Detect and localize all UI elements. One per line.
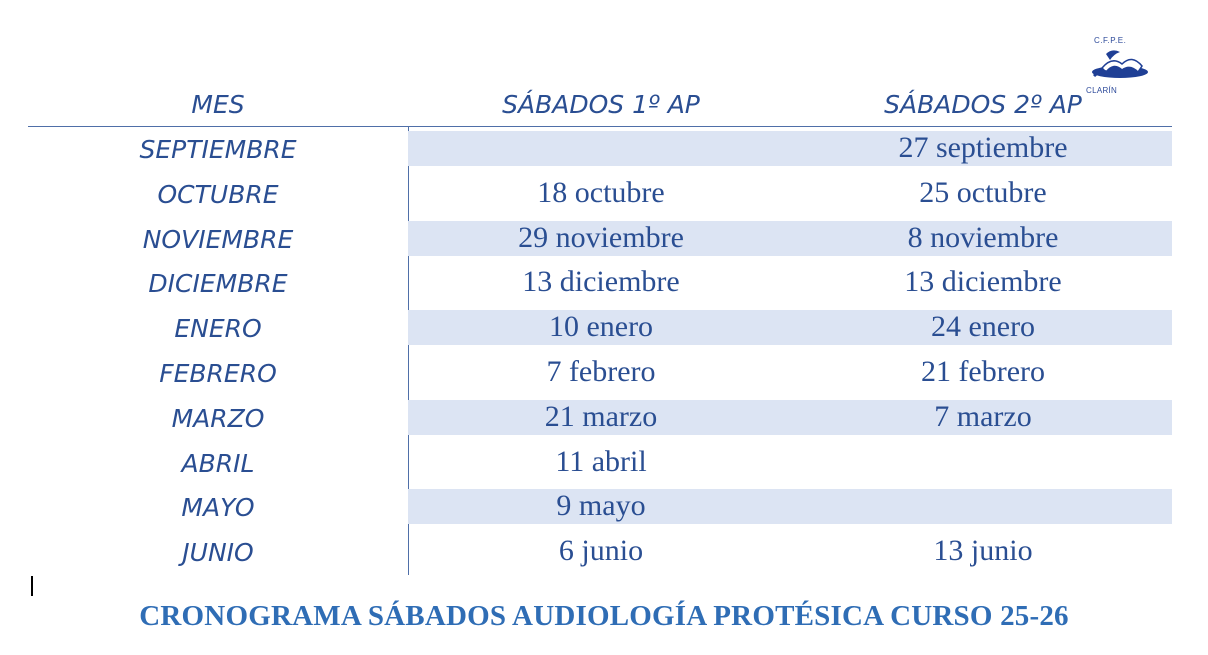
ap2-date-cell: 7 marzo — [934, 399, 1032, 433]
ap2-date-cell: 13 junio — [933, 534, 1033, 568]
table-row — [28, 530, 1172, 575]
text-cursor — [31, 576, 33, 596]
table-row — [28, 351, 1172, 396]
month-cell: MARZO — [171, 403, 265, 433]
month-cell: FEBRERO — [159, 358, 277, 388]
ap1-date-cell: 29 noviembre — [518, 220, 684, 254]
ap1-date-cell: 6 junio — [558, 534, 644, 568]
month-cell: JUNIO — [182, 538, 254, 568]
month-cell: SEPTIEMBRE — [139, 135, 297, 164]
ap2-date-cell: 25 octubre — [919, 175, 1047, 209]
ap2-date-cell: 8 noviembre — [907, 220, 1059, 254]
logo-bottom-text: CLARÍN — [1086, 86, 1118, 95]
month-cell: OCTUBRE — [157, 179, 279, 209]
ap2-date-cell: 27 septiembre — [898, 131, 1068, 164]
month-cell: ABRIL — [181, 448, 255, 478]
ap1-date-cell: 21 marzo — [544, 399, 658, 433]
table-row — [28, 306, 1172, 351]
document-caption: CRONOGRAMA SÁBADOS AUDIOLOGÍA PROTÉSICA CURSO 25-26 — [139, 600, 1069, 632]
table-row — [28, 485, 1172, 530]
ap2-date-cell: 21 febrero — [920, 354, 1046, 388]
ap1-date-cell: 9 mayo — [556, 489, 646, 523]
month-cell: MAYO — [181, 493, 255, 523]
month-cell: DICIEMBRE — [148, 269, 288, 299]
header-sabados-1-ap: SÁBADOS 1º AP — [502, 90, 700, 119]
table-row — [28, 261, 1172, 306]
logo-top-text: C.F.P.E. — [1094, 36, 1127, 45]
month-cell: ENERO — [174, 314, 262, 344]
ap1-date-cell: 10 enero — [548, 310, 654, 344]
ap1-date-cell: 11 abril — [555, 444, 647, 478]
table-header-row — [28, 84, 1172, 127]
table-body — [28, 127, 1172, 575]
ap1-date-cell: 7 febrero — [546, 354, 656, 388]
table-row — [28, 396, 1172, 441]
table-row — [28, 217, 1172, 262]
header-mes: MES — [191, 90, 245, 119]
ap2-date-cell: 13 diciembre — [904, 265, 1062, 299]
header-sabados-2-ap: SÁBADOS 2º AP — [884, 90, 1082, 119]
ap2-date-cell: 24 enero — [930, 310, 1036, 344]
month-cell: NOVIEMBRE — [142, 224, 294, 254]
table-row — [28, 127, 1172, 172]
table-row — [28, 441, 1172, 486]
ap1-date-cell: 13 diciembre — [522, 265, 680, 299]
ap1-date-cell: 18 octubre — [537, 175, 665, 209]
table-row — [28, 172, 1172, 217]
schedule-table — [28, 84, 1172, 575]
open-book-icon — [1090, 46, 1154, 86]
